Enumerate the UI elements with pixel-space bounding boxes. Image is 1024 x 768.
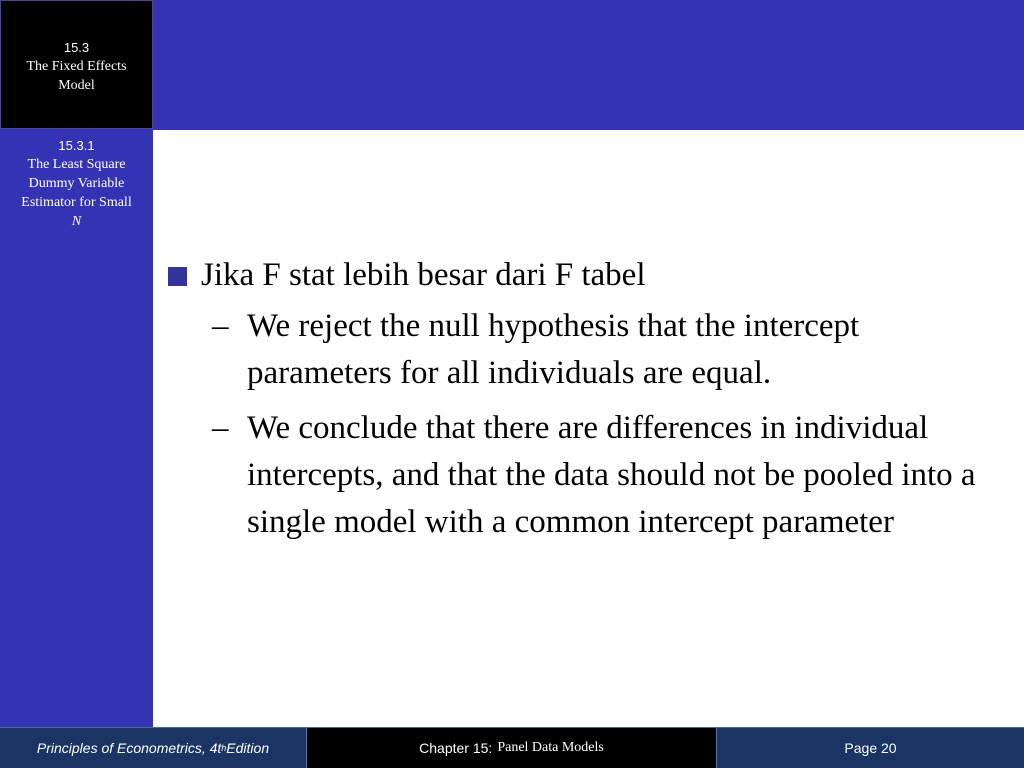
- dash-bullet-icon: –: [212, 410, 229, 446]
- dash-bullet-icon: –: [212, 308, 229, 344]
- bullet-text: Jika F stat lebih besar dari F tabel: [201, 257, 646, 293]
- section-title-line2: Model: [58, 78, 95, 93]
- subsection-number: 15.3.1: [58, 138, 95, 153]
- sub-bullet-list: [168, 303, 998, 546]
- sub-bullet-text: We reject the null hypothesis that the intercept parameters for all individuals are equal.: [247, 308, 860, 391]
- subsection-title-line1: The Least Square: [27, 157, 126, 172]
- footer-book-prefix: Principles of Econometrics, 4t: [36, 740, 222, 756]
- section-number: 15.3: [63, 40, 90, 55]
- footer-book-suffix: Edition: [226, 740, 270, 756]
- footer-chapter-title: Panel Data Models: [497, 740, 604, 755]
- footer-page-number: Page 20: [717, 728, 1024, 768]
- bullet-item: [168, 252, 998, 299]
- footer-chapter: [307, 728, 717, 768]
- section-title-line1: The Fixed Effects: [26, 59, 127, 74]
- footer: [0, 727, 1024, 768]
- subsection-title-line3: Estimator for Small: [21, 195, 132, 210]
- sidebar: [0, 130, 153, 727]
- section-title-box: [0, 0, 153, 129]
- footer-chapter-label: Chapter 15:: [419, 740, 493, 756]
- sub-bullet-item: [212, 405, 998, 546]
- footer-book-title: Principles of Econometrics, 4t h Edition: [0, 728, 307, 768]
- square-bullet-icon: [168, 267, 187, 286]
- slide-content: [168, 252, 998, 554]
- subsection-title-line4: N: [71, 214, 82, 229]
- sub-bullet-text: We conclude that there are differences in individual intercepts, and that the data should not be pooled into a single model with a common intercept parameter: [247, 410, 976, 540]
- sub-bullet-item: [212, 303, 998, 397]
- header-band: [0, 0, 1024, 130]
- subsection-title-line2: Dummy Variable: [28, 176, 125, 191]
